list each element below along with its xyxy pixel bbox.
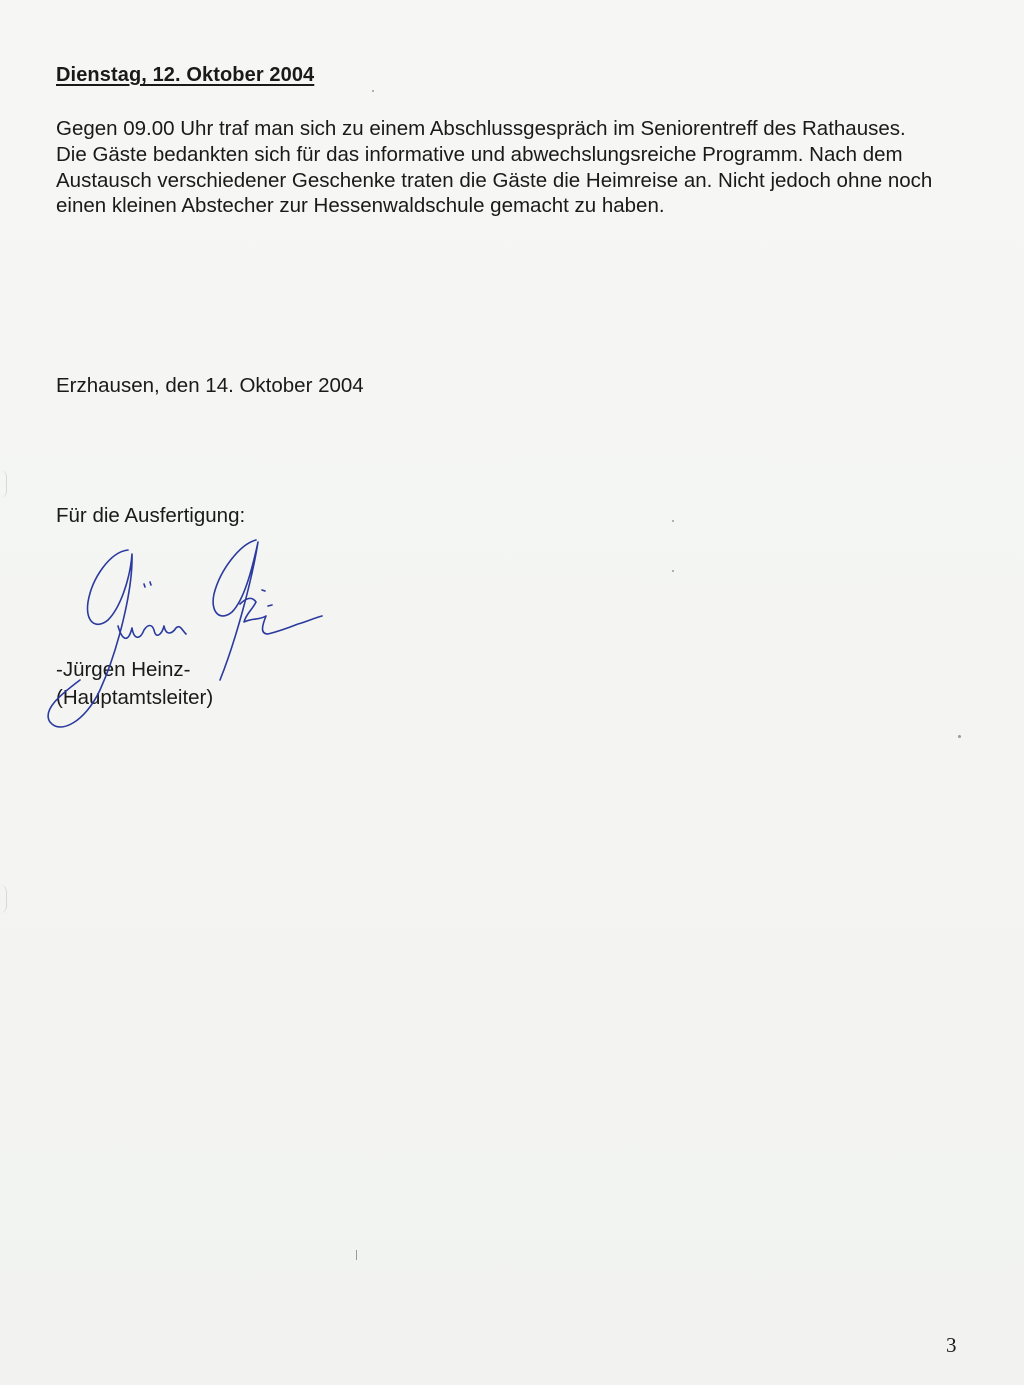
punch-hole-mark [0, 885, 7, 913]
scan-speck [958, 735, 961, 738]
place-and-date: Erzhausen, den 14. Oktober 2004 [56, 374, 364, 397]
handwritten-signature [30, 530, 330, 745]
scan-speck [672, 570, 674, 572]
page-number: 3 [946, 1333, 957, 1357]
execution-label: Für die Ausfertigung: [56, 504, 246, 527]
signer-title: (Hauptamtsleiter) [56, 686, 214, 709]
scan-speck [672, 520, 674, 522]
scan-speck [356, 1250, 357, 1260]
signer-name: -Jürgen Heinz- [56, 658, 191, 681]
date-heading: Dienstag, 12. Oktober 2004 [56, 64, 315, 86]
scan-speck [372, 90, 374, 92]
punch-hole-mark [0, 470, 7, 498]
body-paragraph: Gegen 09.00 Uhr traf man sich zu einem Abschlussgespräch im Seniorentreff des Rathauses. Die Gäste bedankten sich für das informative und abwechslungsreiche Programm. Nach dem Austausch verschiedener Geschenke traten die Gäste die Heimreise an. Nicht jedoch ohne noch einen kleinen Abstecher zur Hessenwaldschule gemacht zu haben. [56, 117, 933, 218]
